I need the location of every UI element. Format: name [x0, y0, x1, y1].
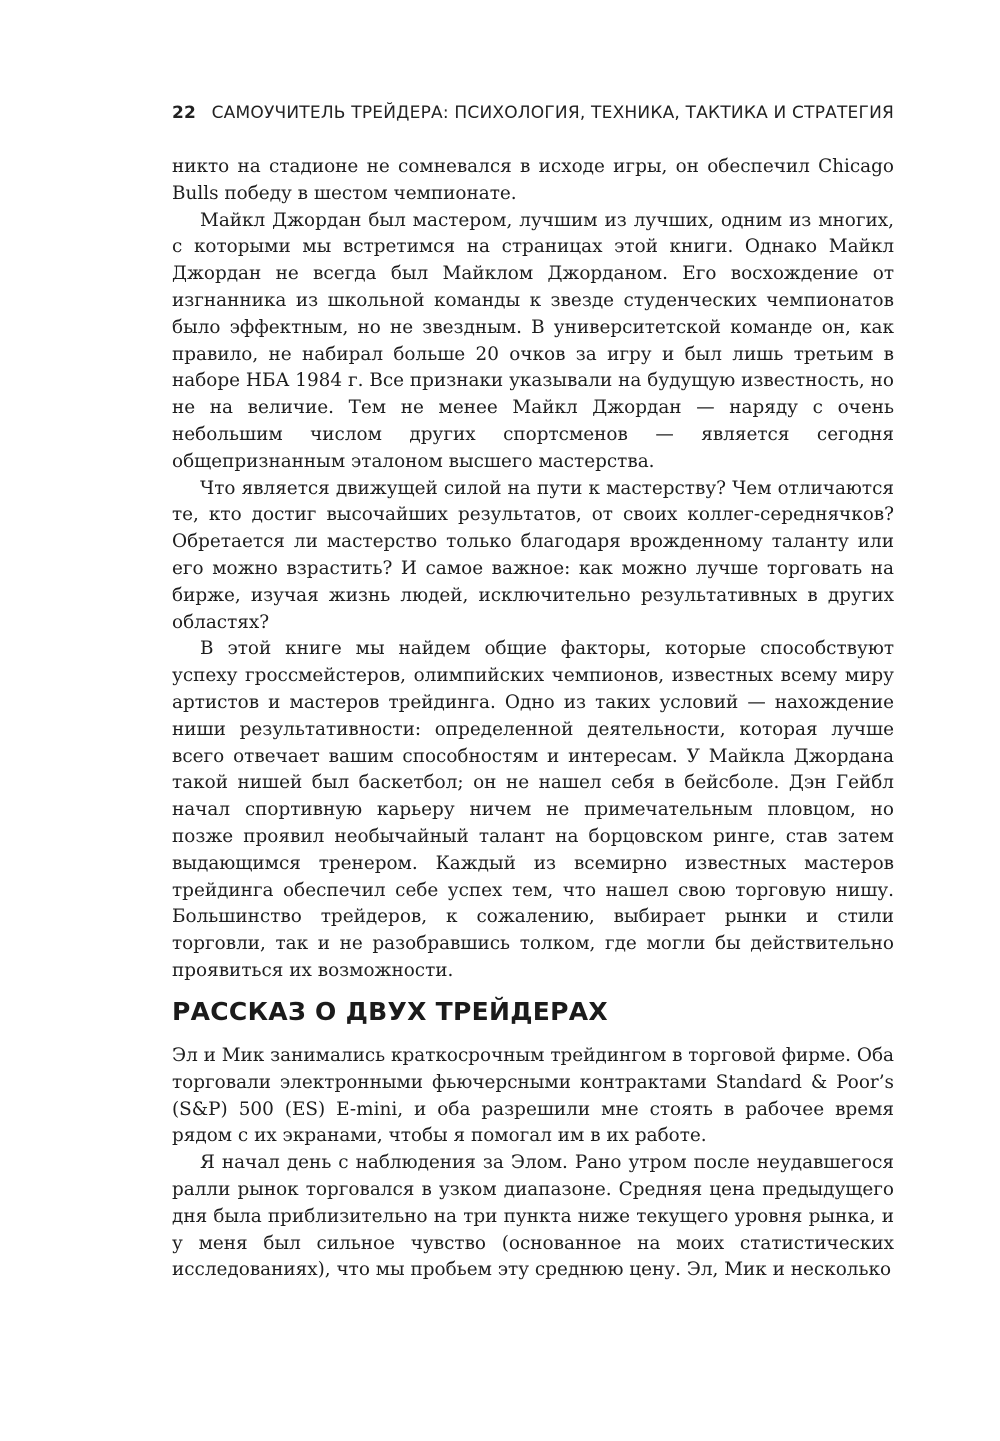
paragraph-performance-niche: В этой книге мы найдем общие факторы, которые способствуют успеху гроссмейстеров, олимпийских чемпионов, известных всему миру артистов и мастеров трейдинга. Одно из таких условий — нахождение ниши результативности: определенной деятельности, которая лучше всего отвечает вашим способностям и интересам. У Майкла Джордана такой нишей был баскетбол; он не нашел себя в бейсболе. Дэн Гейбл начал спортивную карьеру ничем не примечательным пловцом, но позже проявил необычайный талант на борцовском ринге, став затем выдающимся тренером. Каждый из всемирно известных мастеров трейдинга обеспечил себе успех тем, что нашел свою торговую нишу. Большинство трейдеров, к сожалению, выбирает рынки и стили торговли, так и не разобравшись толком, где могли бы действительно проявиться их возможности. [172, 638, 894, 981]
paragraph-continuation: никто на стадионе не сомневался в исходе игры, он обеспечил Chicago Bulls победу в шестом чемпионате. [172, 156, 894, 204]
paragraph-michael-jordan: Майкл Джордан был мастером, лучшим из лучших, одним из многих, с которыми мы встретимся на страницах этой книги. Однако Майкл Джордан не всегда был Майклом Джорданом. Его восхождение от изгнанника из школьной команды к звезде студенческих чемпионатов было эффектным, но не звездным. В университетской команде он, как правило, не набирал больше 20 очков за игру и был лишь третьим в наборе НБА 1984 г. Все признаки указывали на будущую известность, но не на величие. Тем не менее Майкл Джордан — наряду с очень небольшим числом других спортсменов — является сегодня общепризнанным эталоном высшего мастерства. [172, 209, 894, 472]
page-number: 22 [172, 103, 197, 123]
body-text-top [172, 154, 894, 985]
paragraph-al-and-mick: Эл и Мик занимались краткосрочным трейдингом в торговой фирме. Оба торговали электронными фьючерсными контрактами Standard & Poor’s (S&P) 500 (ES) E-mini, и оба разрешили мне стоять в рабочее время рядом с их экранами, чтобы я помогал им в их работе. [172, 1045, 894, 1147]
paragraph-observing-al: Я начал день с наблюдения за Элом. Рано утром после неудавшегося ралли рынок торговался в узком диапазоне. Средняя цена предыдущего дня была приблизительно на три пункта ниже текущего уровня рынка, и у меня был сильное чувство (основанное на моих статистических исследованиях), что мы пробьем эту среднюю цену. Эл, Мик и несколько [172, 1152, 894, 1281]
running-title: САМОУЧИТЕЛЬ ТРЕЙДЕРА: ПСИХОЛОГИЯ, ТЕХНИКА, ТАКТИКА И СТРАТЕГИЯ [211, 103, 894, 123]
body-text-section [172, 1043, 894, 1284]
paragraph-mastery-questions: Что является движущей силой на пути к мастерству? Чем отличаются те, кто достиг высочайших результатов, от своих коллег-середнячков? Обретается ли мастерство только благодаря врожденному таланту или его можно взрастить? И самое важное: как можно лучше торговать на бирже, изучая жизнь людей, исключительно результативных в других областях? [172, 477, 894, 633]
running-header [172, 103, 894, 129]
section-heading: РАССКАЗ О ДВУХ ТРЕЙДЕРАХ [172, 997, 609, 1026]
